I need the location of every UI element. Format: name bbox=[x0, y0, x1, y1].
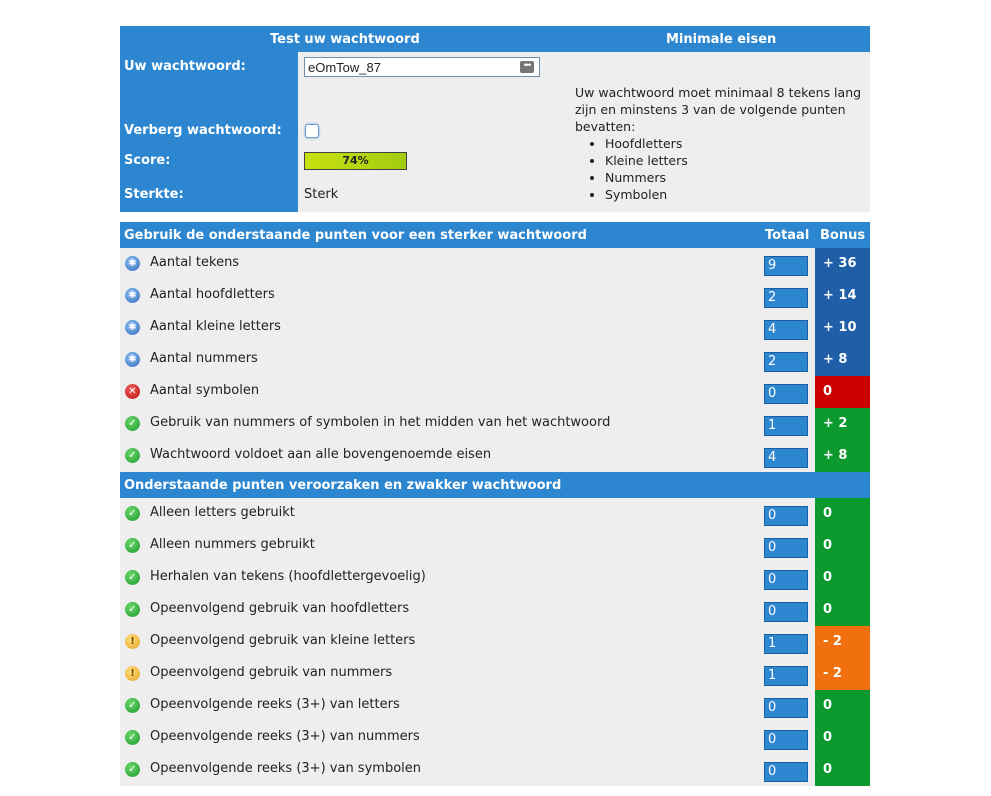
check-icon: ✓ bbox=[125, 538, 140, 553]
check-icon: ✓ bbox=[125, 448, 140, 463]
column-bonus-header: Bonus bbox=[820, 227, 866, 243]
top-header bbox=[120, 26, 870, 52]
score-label: Score: bbox=[124, 153, 171, 168]
column-total-header: Totaal bbox=[765, 227, 810, 243]
row-total: 1 bbox=[764, 666, 808, 686]
password-input[interactable] bbox=[304, 57, 540, 77]
warning-icon: ! bbox=[125, 634, 140, 649]
strength-value: Sterk bbox=[304, 187, 339, 202]
info-icon: ✱ bbox=[125, 352, 140, 367]
row-bonus: 0 bbox=[815, 722, 870, 754]
row-label: Opeenvolgende reeks (3+) van nummers bbox=[150, 729, 420, 744]
row-total: 1 bbox=[764, 416, 808, 436]
table-row bbox=[120, 754, 870, 786]
requirement-item: • Nummers bbox=[605, 169, 865, 186]
table-row bbox=[120, 594, 870, 626]
row-label: Opeenvolgende reeks (3+) van symbolen bbox=[150, 761, 421, 776]
table-row bbox=[120, 658, 870, 690]
bonus-section-header bbox=[120, 222, 870, 248]
row-bonus: 0 bbox=[815, 754, 870, 786]
row-label: Aantal symbolen bbox=[150, 383, 260, 398]
requirement-item: • Symbolen bbox=[605, 186, 865, 203]
row-label: Gebruik van nummers of symbolen in het midden van het wachtwoord bbox=[150, 415, 611, 430]
deduction-section-title: Onderstaande punten veroorzaken en zwakker wachtwoord bbox=[124, 477, 562, 493]
table-row bbox=[120, 408, 870, 440]
check-icon: ✓ bbox=[125, 762, 140, 777]
strength-label: Sterkte: bbox=[124, 187, 184, 202]
check-icon: ✓ bbox=[125, 730, 140, 745]
table-row bbox=[120, 376, 870, 408]
row-total: 1 bbox=[764, 634, 808, 654]
row-total: 4 bbox=[764, 320, 808, 340]
score-value: 74% bbox=[342, 154, 369, 167]
row-bonus: - 2 bbox=[815, 626, 870, 658]
row-total: 0 bbox=[764, 570, 808, 590]
row-bonus: 0 bbox=[815, 498, 870, 530]
row-total: 0 bbox=[764, 538, 808, 558]
row-bonus: 0 bbox=[815, 376, 870, 408]
requirements-text: Uw wachtwoord moet minimaal 8 tekens lang zijn en minstens 3 van de volgende punten bevatten: bbox=[575, 85, 862, 134]
row-total: 9 bbox=[764, 256, 808, 276]
row-bonus: + 36 bbox=[815, 248, 870, 280]
header-test-password: Test uw wachtwoord bbox=[270, 31, 420, 47]
row-bonus: 0 bbox=[815, 690, 870, 722]
check-icon: ✓ bbox=[125, 698, 140, 713]
row-label: Alleen nummers gebruikt bbox=[150, 537, 315, 552]
row-label: Opeenvolgend gebruik van hoofdletters bbox=[150, 601, 410, 616]
deduction-rows bbox=[120, 498, 870, 786]
table-row bbox=[120, 248, 870, 280]
row-label: Aantal tekens bbox=[150, 255, 240, 270]
row-bonus: - 2 bbox=[815, 658, 870, 690]
bonus-section bbox=[120, 222, 870, 472]
table-row bbox=[120, 280, 870, 312]
check-icon: ✓ bbox=[125, 570, 140, 585]
row-label: Alleen letters gebruikt bbox=[150, 505, 295, 520]
row-bonus: + 8 bbox=[815, 344, 870, 376]
hide-password-checkbox[interactable] bbox=[305, 124, 319, 138]
score-bar bbox=[304, 152, 407, 170]
row-bonus: + 14 bbox=[815, 280, 870, 312]
info-icon: ✱ bbox=[125, 256, 140, 271]
requirement-item: • Kleine letters bbox=[605, 152, 865, 169]
password-panel bbox=[120, 52, 870, 212]
row-total: 0 bbox=[764, 698, 808, 718]
row-total: 0 bbox=[764, 730, 808, 750]
deduction-section-header bbox=[120, 472, 870, 498]
row-label: Opeenvolgende reeks (3+) van letters bbox=[150, 697, 400, 712]
check-icon: ✓ bbox=[125, 602, 140, 617]
check-icon: ✓ bbox=[125, 506, 140, 521]
row-label: Aantal hoofdletters bbox=[150, 287, 275, 302]
row-bonus: + 8 bbox=[815, 440, 870, 472]
hide-password-label: Verberg wachtwoord: bbox=[124, 123, 282, 138]
password-meter bbox=[120, 26, 870, 786]
table-row bbox=[120, 626, 870, 658]
row-bonus: 0 bbox=[815, 562, 870, 594]
password-label: Uw wachtwoord: bbox=[124, 59, 246, 74]
row-bonus: 0 bbox=[815, 594, 870, 626]
info-icon: ✱ bbox=[125, 288, 140, 303]
row-label: Wachtwoord voldoet aan alle bovengenoemde eisen bbox=[150, 447, 492, 462]
row-total: 0 bbox=[764, 762, 808, 782]
requirements-list bbox=[575, 135, 865, 203]
row-label: Aantal nummers bbox=[150, 351, 258, 366]
row-label: Herhalen van tekens (hoofdlettergevoelig) bbox=[150, 569, 426, 584]
deduction-section bbox=[120, 472, 870, 786]
requirement-item: • Hoofdletters bbox=[605, 135, 865, 152]
table-row bbox=[120, 562, 870, 594]
row-total: 0 bbox=[764, 506, 808, 526]
row-bonus: + 10 bbox=[815, 312, 870, 344]
error-icon: ✕ bbox=[125, 384, 140, 399]
table-row bbox=[120, 530, 870, 562]
row-total: 0 bbox=[764, 602, 808, 622]
row-label: Opeenvolgend gebruik van kleine letters bbox=[150, 633, 416, 648]
password-value: eOmTow_87 bbox=[308, 60, 381, 75]
header-minimum-requirements: Minimale eisen bbox=[666, 31, 777, 47]
row-total: 2 bbox=[764, 288, 808, 308]
info-icon: ✱ bbox=[125, 320, 140, 335]
table-row bbox=[120, 312, 870, 344]
bonus-rows bbox=[120, 248, 870, 472]
row-bonus: + 2 bbox=[815, 408, 870, 440]
table-row bbox=[120, 440, 870, 472]
row-bonus: 0 bbox=[815, 530, 870, 562]
row-label: Opeenvolgend gebruik van nummers bbox=[150, 665, 393, 680]
row-total: 4 bbox=[764, 448, 808, 468]
check-icon: ✓ bbox=[125, 416, 140, 431]
table-row bbox=[120, 344, 870, 376]
row-label: Aantal kleine letters bbox=[150, 319, 281, 334]
table-row bbox=[120, 690, 870, 722]
table-row bbox=[120, 722, 870, 754]
password-manager-icon[interactable]: ••• bbox=[520, 61, 534, 73]
bonus-section-title: Gebruik de onderstaande punten voor een sterker wachtwoord bbox=[124, 227, 587, 243]
table-row bbox=[120, 498, 870, 530]
row-total: 2 bbox=[764, 352, 808, 372]
requirements-box bbox=[575, 84, 865, 203]
row-total: 0 bbox=[764, 384, 808, 404]
warning-icon: ! bbox=[125, 666, 140, 681]
